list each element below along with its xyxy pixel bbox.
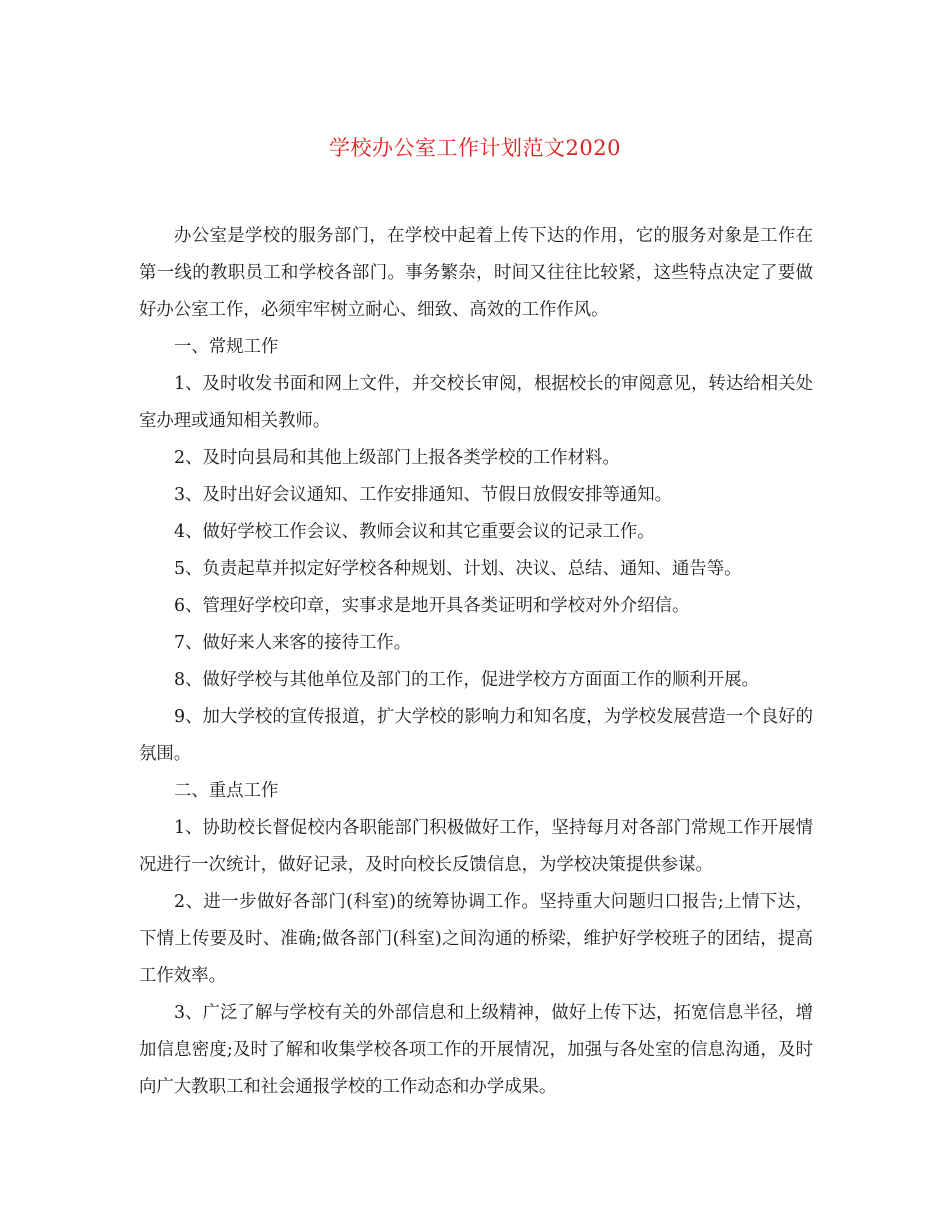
key-item-3: 3、广泛了解与学校有关的外部信息和上级精神，做好上传下达，拓宽信息半径，增加信息密度;及时了解和收集学校各项工作的开展情况，加强与各处室的信息沟通，及时向广大教职工和社会通报学校的工作动态和办学成果。 bbox=[139, 1003, 813, 1097]
routine-item-7: 7、做好来人来客的接待工作。 bbox=[174, 633, 412, 653]
routine-item-2: 2、及时向县局和其他上级部门上报各类学校的工作材料。 bbox=[174, 448, 620, 468]
routine-item-9: 9、加大学校的宣传报道，扩大学校的影响力和知名度，为学校发展营造一个良好的氛围。 bbox=[139, 707, 813, 764]
section-heading-routine-work: 一、常规工作 bbox=[174, 337, 279, 357]
document-body bbox=[139, 218, 813, 1106]
routine-item-1: 1、及时收发书面和网上文件，并交校长审阅，根据校长的审阅意见，转达给相关处室办理或通知相关教师。 bbox=[139, 374, 813, 431]
routine-item-5: 5、负责起草并拟定好学校各种规划、计划、决议、总结、通知、通告等。 bbox=[174, 559, 742, 579]
routine-item-3: 3、及时出好会议通知、工作安排通知、节假日放假安排等通知。 bbox=[174, 485, 673, 505]
routine-item-8: 8、做好学校与其他单位及部门的工作，促进学校方方面面工作的顺利开展。 bbox=[174, 670, 759, 690]
key-item-2: 2、进一步做好各部门(科室)的统筹协调工作。坚持重大问题归口报告;上情下达，下情上传要及时、准确;做各部门(科室)之间沟通的桥梁，维护好学校班子的团结，提高工作效率。 bbox=[139, 892, 813, 986]
routine-item-4: 4、做好学校工作会议、教师会议和其它重要会议的记录工作。 bbox=[174, 522, 655, 542]
routine-item-6: 6、管理好学校印章，实事求是地开具各类证明和学校对外介绍信。 bbox=[174, 596, 690, 616]
document-title: 学校办公室工作计划范文2020 bbox=[329, 136, 621, 160]
section-heading-key-work: 二、重点工作 bbox=[174, 781, 279, 801]
key-item-1: 1、协助校长督促校内各职能部门积极做好工作，坚持每月对各部门常规工作开展情况进行一次统计，做好记录，及时向校长反馈信息，为学校决策提供参谋。 bbox=[139, 818, 813, 875]
paragraph-intro: 办公室是学校的服务部门，在学校中起着上传下达的作用，它的服务对象是工作在第一线的教职员工和学校各部门。事务繁杂，时间又往往比较紧，这些特点决定了要做好办公室工作，必须牢牢树立耐心、细致、高效的工作作风。 bbox=[139, 226, 813, 320]
